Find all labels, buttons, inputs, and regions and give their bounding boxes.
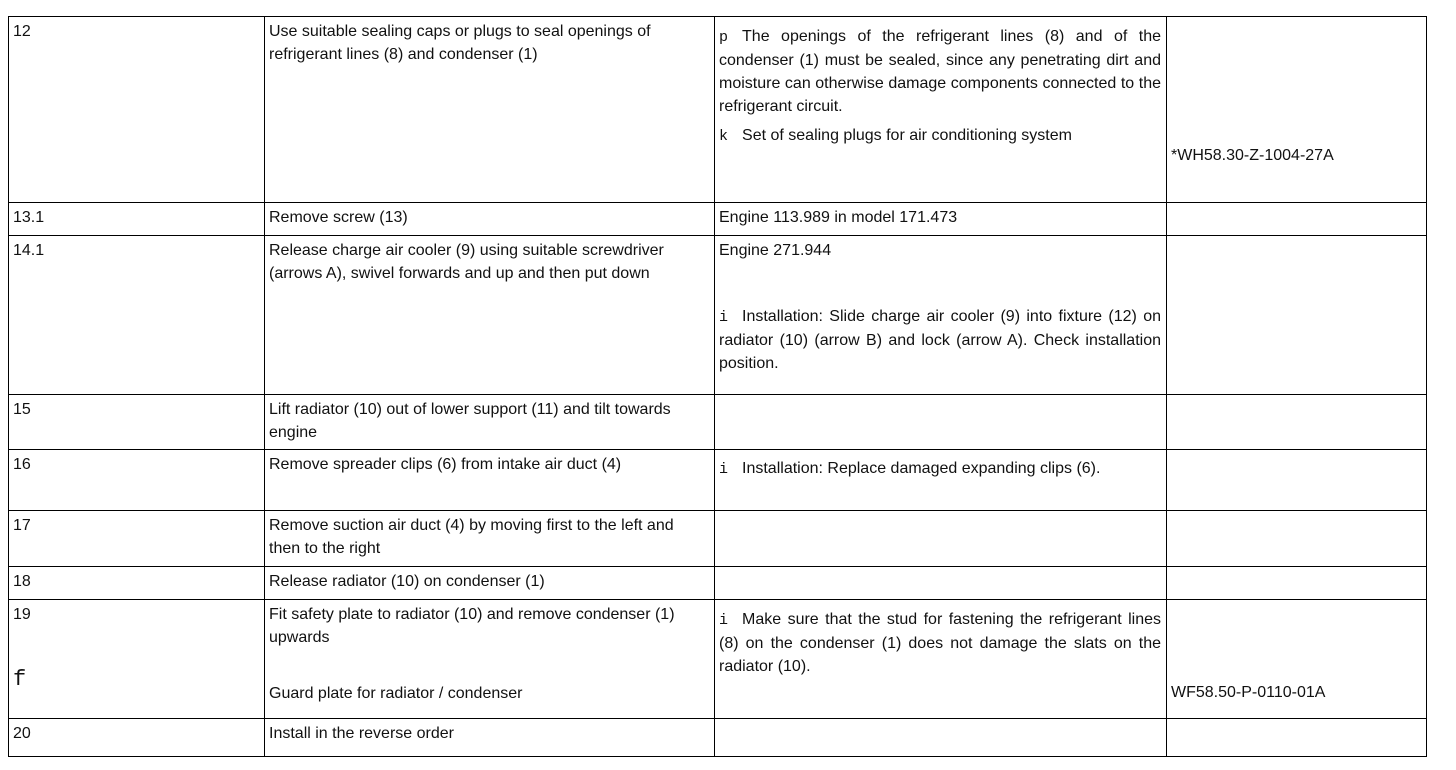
reference-cell xyxy=(1167,236,1427,395)
reference-cell xyxy=(1167,567,1427,600)
info-symbol-icon: i xyxy=(719,461,729,478)
note-cell xyxy=(715,236,1167,395)
table-row xyxy=(9,511,1427,567)
info-note xyxy=(719,608,1161,678)
step-number: 12 xyxy=(9,17,265,203)
action-text: Fit safety plate to radiator (10) and remove condenser (1) upwards xyxy=(269,606,675,646)
tool-symbol-icon: f xyxy=(13,667,27,692)
tool-text: Guard plate for radiator / condenser xyxy=(269,685,523,702)
table-row xyxy=(9,395,1427,450)
info-note xyxy=(719,305,1161,375)
note-cell xyxy=(715,450,1167,511)
action-text: Install in the reverse order xyxy=(265,719,715,757)
note-text: Engine 113.989 in model 171.473 xyxy=(715,203,1167,236)
reference-cell xyxy=(1167,511,1427,567)
reference-cell xyxy=(1167,203,1427,236)
step-number: 16 xyxy=(9,450,265,511)
step-number: 20 xyxy=(9,719,265,757)
note-cell xyxy=(715,511,1167,567)
step-number: 19 xyxy=(13,606,31,623)
warning-note xyxy=(719,25,1161,118)
note-cell xyxy=(715,600,1167,719)
tool-text: Set of sealing plugs for air conditioning system xyxy=(742,127,1072,144)
note-cell xyxy=(715,17,1167,203)
tool-symbol-icon: k xyxy=(719,128,729,145)
info-symbol-icon: i xyxy=(719,612,729,629)
info-text: Installation: Slide charge air cooler (9) into fixture (12) on radiator (10) (arrow B) and lock (arrow A). Check installation position. xyxy=(719,308,1161,372)
warning-text: The openings of the refrigerant lines (8) and of the condenser (1) must be sealed, since any penetrating dirt and moisture can otherwise damage components connected to the refrigerant circuit. xyxy=(719,28,1161,115)
action-text: Release charge air cooler (9) using suitable screwdriver (arrows A), swivel forwards and up and then put down xyxy=(265,236,715,395)
reference-cell xyxy=(1167,719,1427,757)
action-text: Remove spreader clips (6) from intake air duct (4) xyxy=(265,450,715,511)
action-text: Remove suction air duct (4) by moving first to the left and then to the right xyxy=(265,511,715,567)
action-cell xyxy=(265,600,715,719)
note-cell xyxy=(715,395,1167,450)
reference-cell xyxy=(1167,395,1427,450)
action-text: Lift radiator (10) out of lower support (11) and tilt towards engine xyxy=(265,395,715,450)
step-cell xyxy=(9,600,265,719)
step-number: 14.1 xyxy=(9,236,265,395)
table-row xyxy=(9,719,1427,757)
tool-reference: *WH58.30-Z-1004-27A xyxy=(1171,147,1334,164)
info-text: Make sure that the stud for fastening the refrigerant lines (8) on the condenser (1) does not damage the slats on the radiator (10). xyxy=(719,611,1161,675)
table-row xyxy=(9,450,1427,511)
procedure-table xyxy=(8,16,1427,757)
table-row xyxy=(9,203,1427,236)
action-text: Use suitable sealing caps or plugs to seal openings of refrigerant lines (8) and condenser (1) xyxy=(265,17,715,203)
step-number: 17 xyxy=(9,511,265,567)
tool-note xyxy=(719,124,1161,148)
info-note xyxy=(719,457,1161,481)
table-row xyxy=(9,17,1427,203)
info-symbol-icon: i xyxy=(719,309,729,326)
table-row xyxy=(9,600,1427,719)
reference-cell xyxy=(1167,450,1427,511)
reference-cell xyxy=(1167,17,1427,203)
info-text: Installation: Replace damaged expanding clips (6). xyxy=(742,460,1101,477)
step-number: 18 xyxy=(9,567,265,600)
note-cell xyxy=(715,719,1167,757)
step-number: 13.1 xyxy=(9,203,265,236)
step-number: 15 xyxy=(9,395,265,450)
action-text: Remove screw (13) xyxy=(265,203,715,236)
note-cell xyxy=(715,567,1167,600)
reference-cell xyxy=(1167,600,1427,719)
table-row xyxy=(9,567,1427,600)
warning-symbol-icon: p xyxy=(719,29,729,46)
note-text: Engine 271.944 xyxy=(719,242,832,259)
action-text: Release radiator (10) on condenser (1) xyxy=(265,567,715,600)
tool-reference: WF58.50-P-0110-01A xyxy=(1171,684,1326,701)
table-row xyxy=(9,236,1427,395)
